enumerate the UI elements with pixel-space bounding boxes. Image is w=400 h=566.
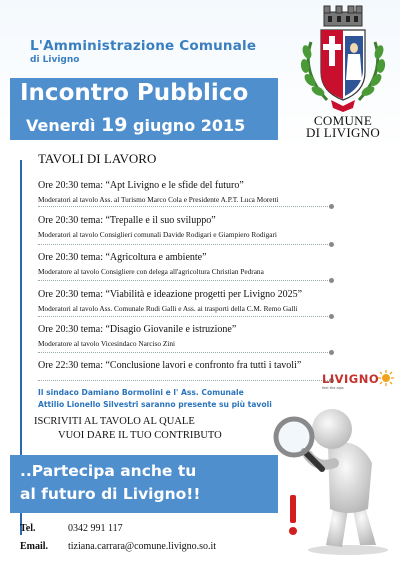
partecipa-text bbox=[20, 460, 200, 506]
admin-title: L'Amministrazione Comunale bbox=[30, 38, 257, 54]
date-prefix: Venerdì bbox=[26, 116, 101, 135]
item-heading: Ore 22:30 tema: “Conclusione lavori e confronto fra tutti i tavoli” bbox=[38, 360, 302, 371]
partecipa-line1: ..Partecipa anche tu bbox=[20, 462, 197, 480]
note-line: Attilio Lionello Silvestri saranno presente su più tavoli bbox=[38, 400, 272, 409]
divider bbox=[38, 206, 330, 208]
note-line: Il sindaco Damiano Bormolini e l' Ass. Comunale bbox=[38, 388, 244, 397]
section-title: TAVOLI DI LAVORO bbox=[38, 151, 157, 166]
list-item bbox=[38, 324, 338, 349]
coat-of-arms-icon bbox=[293, 2, 393, 114]
livigno-tagline: feel the alps bbox=[322, 386, 344, 390]
comune-line1: COMUNE bbox=[313, 113, 373, 128]
event-date bbox=[26, 114, 245, 136]
item-moderators: Moderatori al tavolo Ass. al Turismo Marco Cola e Presidente A.P.T. Luca Moretti bbox=[38, 195, 279, 204]
list-item bbox=[38, 215, 338, 240]
magnifier-figure-icon bbox=[268, 385, 398, 560]
item-heading: Ore 20:30 tema: “Apt Livigno e le sfide del futuro” bbox=[38, 180, 244, 191]
event-title: Incontro Pubblico bbox=[20, 80, 249, 106]
divider bbox=[38, 380, 330, 382]
divider bbox=[38, 244, 330, 246]
item-heading: Ore 20:30 tema: “Agricoltura e ambiente” bbox=[38, 252, 207, 263]
email-value[interactable]: tiziana.carrara@comune.livigno.so.it bbox=[68, 541, 217, 552]
tel-value: 0342 991 117 bbox=[68, 523, 123, 534]
date-suffix: giugno 2015 bbox=[127, 116, 246, 135]
cta-line: VUOI DARE IL TUO CONTRIBUTO bbox=[58, 430, 222, 441]
item-moderators: Moderatore al tavolo Consigliere con delega all'agricoltura Christian Pedrana bbox=[38, 267, 264, 276]
date-day: 19 bbox=[101, 114, 128, 136]
list-item bbox=[38, 252, 338, 277]
admin-subtitle: di Livigno bbox=[30, 55, 80, 65]
comune-label bbox=[297, 115, 389, 139]
item-moderators: Moderatori al tavolo Consiglieri comunali Davide Rodigari e Giampiero Rodigari bbox=[38, 230, 277, 239]
item-heading: Ore 20:30 tema: “Trepalle e il suo sviluppo” bbox=[38, 215, 216, 226]
divider bbox=[38, 316, 330, 318]
comune-line2: DI LIVIGNO bbox=[305, 125, 381, 140]
cta-line: ISCRIVITI AL TAVOLO AL QUALE bbox=[34, 416, 195, 427]
list-item bbox=[38, 180, 338, 205]
tel-label: Tel. bbox=[20, 523, 36, 534]
email-label: Email. bbox=[20, 541, 49, 552]
item-heading: Ore 20:30 tema: “Viabilità e ideazione progetti per Livigno 2025” bbox=[38, 289, 303, 300]
livigno-logo: LIVIGNO bbox=[322, 372, 380, 386]
sun-icon bbox=[378, 370, 394, 386]
item-heading: Ore 20:30 tema: “Disagio Giovanile e istruzione” bbox=[38, 324, 237, 335]
list-item bbox=[38, 360, 338, 372]
item-moderators: Moderatore al tavolo Vicesindaco Narciso Zini bbox=[38, 339, 176, 348]
list-item bbox=[38, 289, 338, 314]
divider bbox=[38, 352, 330, 354]
divider bbox=[38, 280, 330, 282]
item-moderators: Moderatori al tavolo Ass. Comunale Rudi Galli e Ass. ai trasporti della C.M. Remo Galli bbox=[38, 304, 298, 313]
partecipa-line2: al futuro di Livigno!! bbox=[20, 485, 201, 503]
